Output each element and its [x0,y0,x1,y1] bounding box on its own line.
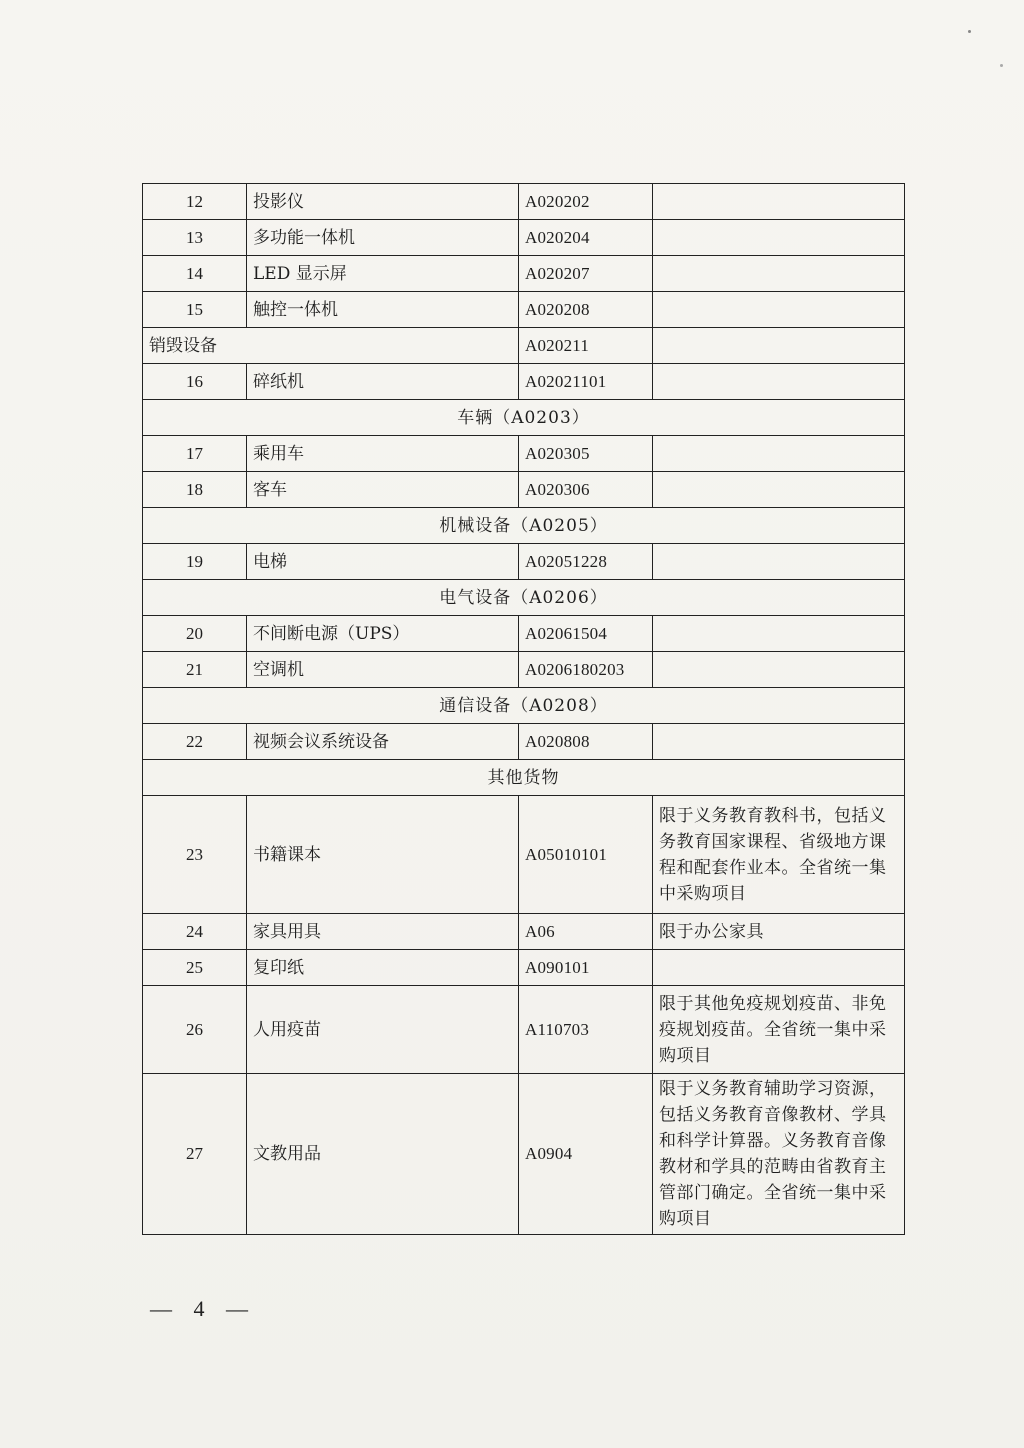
item-number-cell: 12 [143,184,247,220]
item-number-cell: 27 [143,1074,247,1235]
item-note-cell [653,184,905,220]
item-code-cell: A02061504 [519,616,653,652]
table-row [143,184,905,220]
item-number-cell: 20 [143,616,247,652]
item-name-cell: 投影仪 [247,184,519,220]
group-row [143,328,905,364]
item-number-cell: 22 [143,724,247,760]
item-name-cell: 不间断电源（UPS） [247,616,519,652]
item-code-cell: A020208 [519,292,653,328]
table-row [143,544,905,580]
item-code-cell: A020306 [519,472,653,508]
item-name-cell: LED 显示屏 [247,256,519,292]
item-name-cell: 书籍课本 [247,796,519,914]
item-name-cell: 空调机 [247,652,519,688]
page-number: — 4 — [150,1296,256,1321]
scan-speck [1000,64,1003,67]
table-row [143,914,905,950]
item-number-cell: 25 [143,950,247,986]
table-row [143,256,905,292]
item-name-cell: 乘用车 [247,436,519,472]
table-row [143,796,905,914]
item-number-cell: 26 [143,986,247,1074]
item-note-cell [653,950,905,986]
item-note-cell [653,724,905,760]
table-row [143,1074,905,1235]
table-row [143,364,905,400]
item-note-cell: 限于其他免疫规划疫苗、非免疫规划疫苗。全省统一集中采购项目 [653,986,905,1074]
item-name-cell: 多功能一体机 [247,220,519,256]
section-header-row [143,580,905,616]
scan-speck [968,30,971,33]
item-number-cell: 23 [143,796,247,914]
item-code-cell: A0206180203 [519,652,653,688]
item-name-cell: 复印纸 [247,950,519,986]
section-title: 车辆（A0203） [143,400,905,436]
item-note-cell: 限于义务教育教科书，包括义务教育国家课程、省级地方课程和配套作业本。全省统一集中采购项目 [653,796,905,914]
group-name-cell: 销毁设备 [143,328,519,364]
item-number-cell: 21 [143,652,247,688]
item-note-cell [653,616,905,652]
item-note-cell [653,328,905,364]
item-number-cell: 15 [143,292,247,328]
item-name-cell: 文教用品 [247,1074,519,1235]
item-code-cell: A020305 [519,436,653,472]
item-number-cell: 13 [143,220,247,256]
item-name-cell: 视频会议系统设备 [247,724,519,760]
table-row [143,652,905,688]
section-title: 机械设备（A0205） [143,508,905,544]
procurement-catalog-table [142,183,905,1235]
table-row [143,724,905,760]
section-title: 通信设备（A0208） [143,688,905,724]
item-code-cell: A0904 [519,1074,653,1235]
item-number-cell: 14 [143,256,247,292]
item-name-cell: 家具用具 [247,914,519,950]
item-note-cell [653,436,905,472]
item-name-cell: 客车 [247,472,519,508]
item-number-cell: 16 [143,364,247,400]
item-name-cell: 碎纸机 [247,364,519,400]
item-code-cell: A110703 [519,986,653,1074]
item-code-cell: A06 [519,914,653,950]
item-note-cell [653,364,905,400]
section-header-row [143,760,905,796]
item-note-cell: 限于义务教育辅助学习资源，包括义务教育音像教材、学具和科学计算器。义务教育音像教材和学具的范畴由省教育主管部门确定。全省统一集中采购项目 [653,1074,905,1235]
item-note-cell: 限于办公家具 [653,914,905,950]
item-name-cell: 电梯 [247,544,519,580]
item-code-cell: A090101 [519,950,653,986]
table-row [143,436,905,472]
table-row [143,616,905,652]
item-code-cell: A020204 [519,220,653,256]
table-row [143,950,905,986]
item-note-cell [653,652,905,688]
item-note-cell [653,292,905,328]
item-code-cell: A020207 [519,256,653,292]
section-header-row [143,400,905,436]
item-code-cell: A020808 [519,724,653,760]
section-header-row [143,508,905,544]
table-body [143,184,905,1235]
table-row [143,986,905,1074]
table-row [143,220,905,256]
item-code-cell: A02021101 [519,364,653,400]
item-note-cell [653,256,905,292]
item-note-cell [653,544,905,580]
section-header-row [143,688,905,724]
item-name-cell: 触控一体机 [247,292,519,328]
item-number-cell: 18 [143,472,247,508]
table-row [143,472,905,508]
item-code-cell: A02051228 [519,544,653,580]
section-title: 其他货物 [143,760,905,796]
table-row [143,292,905,328]
item-number-cell: 19 [143,544,247,580]
item-note-cell [653,472,905,508]
item-note-cell [653,220,905,256]
item-code-cell: A020211 [519,328,653,364]
item-name-cell: 人用疫苗 [247,986,519,1074]
item-number-cell: 24 [143,914,247,950]
item-code-cell: A020202 [519,184,653,220]
item-code-cell: A05010101 [519,796,653,914]
section-title: 电气设备（A0206） [143,580,905,616]
item-number-cell: 17 [143,436,247,472]
